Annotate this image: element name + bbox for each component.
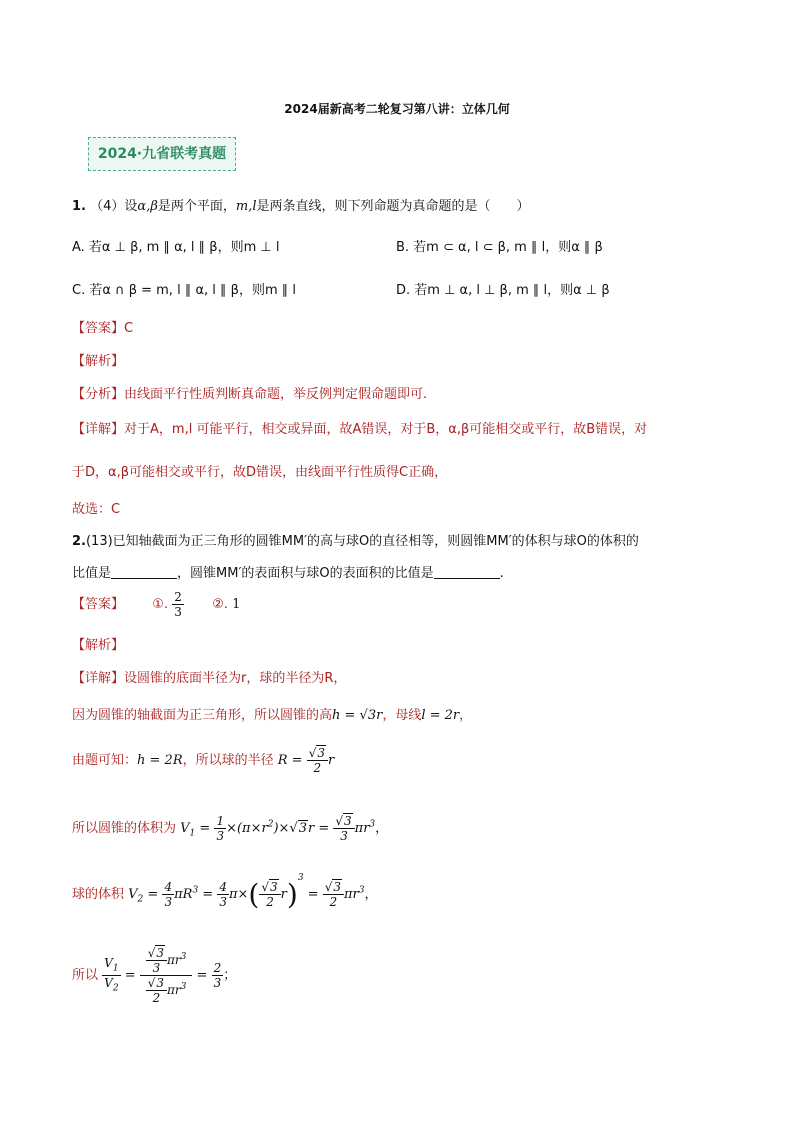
q2-detail-s5: 球的体积 $V_2$ = $\frac{4}{3}$ $\pi R^3$ = $\frac{4}{3}$ π×( $\frac{√3}{2}$ r)$^3$ = $\frac{√3}{2}$ $\pi r^3$， — [72, 873, 378, 911]
radius-formula: R = $\frac{√3}{2}$ r — [277, 746, 335, 775]
answer-blank-2[interactable] — [434, 566, 500, 579]
q2-stem-line1 — [72, 530, 639, 549]
detail-label: 【详解】 — [72, 671, 125, 686]
q2-detail-s1 — [72, 667, 346, 686]
detail-text: 所以 — [72, 968, 99, 983]
detail-text: 球的体积 — [72, 887, 125, 902]
q2-stem-text: . — [499, 566, 504, 581]
q2-detail-s3 — [72, 746, 334, 775]
q2-stem-text: 比值是 — [72, 566, 112, 581]
q2-analysis-label: 【解析】 — [72, 638, 125, 653]
frac-den: 3 — [174, 605, 182, 619]
q1-conclusion: 故选：C — [72, 502, 121, 517]
q2-detail-s6 — [72, 946, 236, 1005]
sphere-volume-formula: $V_2$ = $\frac{4}{3}$ $\pi R^3$ = $\frac{4}{3}$ π×( $\frac{√3}{2}$ r)$^3$ = $\frac{√3}{2}$ $\pi r^3$ — [128, 873, 365, 911]
q1-stem-part: 是两条直线，则下列命题为真命题的是（ ） — [256, 199, 530, 214]
page-title: 2024届新高考二轮复习第八讲：立体几何 — [284, 102, 510, 116]
detail-text: 对于A，m,l 可能平行，相交或异面，故A错误，对于B，α,β可能相交或平行，故B错误，对 — [124, 422, 648, 437]
q2-number: 2. — [72, 534, 86, 549]
q1-fenxi — [72, 383, 427, 402]
q2-stem-text: ，圆锥MM′的表面积与球O的表面积的比值是 — [177, 566, 434, 581]
q1-stem-math: α,β — [137, 199, 158, 214]
section-badge: 2024·九省联考真题 — [88, 137, 236, 171]
q2-stem-line2 — [72, 562, 504, 581]
q2-stem-text: 已知轴截面为正三角形的圆锥MM′的高与球O的直径相等，则圆锥MM′的体积与球O的体积的 — [112, 534, 639, 549]
detail-text: ，所以球的半径 — [182, 753, 274, 768]
ratio-formula: $\frac{V_1}{V_2}$ = $\frac{√3}{3}$ $\pi r^3$ $\frac{√3}{2}$ $\pi r^3$ = $\frac{2}{3}$ — [104, 946, 222, 1005]
q1-option-b: B. 若m ⊂ α, l ⊂ β, m ∥ l，则α ∥ β — [396, 240, 603, 255]
q2-score: (13) — [85, 534, 113, 549]
answer-fraction — [172, 590, 184, 619]
answer-value-2: 1 — [232, 597, 241, 612]
answer-mark-1: ①. — [152, 597, 169, 612]
q1-stem-part: 设 — [124, 199, 138, 214]
q1-option-c: C. 若α ∩ β = m, l ∥ α, l ∥ β，则m ∥ l — [72, 283, 296, 298]
fenxi-label: 【分析】 — [72, 387, 125, 402]
math-expr: h = √3r — [332, 708, 383, 723]
q1-answer — [72, 317, 133, 336]
answer-blank-1[interactable] — [111, 566, 177, 579]
q1-number: 1. — [72, 199, 86, 214]
semicolon: ； — [223, 968, 237, 983]
answer-label: 【答案】 — [72, 597, 125, 612]
detail-text: 所以圆锥的体积为 — [72, 821, 177, 836]
q1-analysis-label: 【解析】 — [72, 354, 125, 369]
q1-option-d: D. 若m ⊥ α, l ⊥ β, m ∥ l，则α ⊥ β — [396, 283, 610, 298]
q2-detail-s4: 所以圆锥的体积为 $V_1$ = $\frac{1}{3}$ $\times(\pi\times r^2)\times√3r$ = $\frac{√3}{3}$ $\pi r^3$， — [72, 814, 389, 843]
math-expr: l = 2r — [421, 708, 460, 723]
q1-option-a: A. 若α ⊥ β, m ∥ α, l ∥ β，则m ⊥ l — [72, 240, 280, 255]
detail-text: ，母线 — [382, 708, 422, 723]
frac-num: 2 — [174, 590, 182, 604]
detail-text: 因为圆锥的轴截面为正三角形，所以圆锥的高 — [72, 708, 333, 723]
detail-label: 【详解】 — [72, 422, 125, 437]
q1-stem-part: 是两个平面， — [157, 199, 236, 214]
cone-volume-formula: $V_1$ = $\frac{1}{3}$ $\times(\pi\times r^2)\times√3r$ = $\frac{√3}{3}$ $\pi r^3$ — [180, 814, 376, 843]
fenxi-text: 由线面平行性质判断真命题，举反例判定假命题即可. — [124, 387, 428, 402]
q1-detail-line1 — [72, 418, 647, 437]
detail-text: ， — [459, 708, 473, 723]
math-expr: h = 2R — [137, 753, 183, 768]
q1-score: （4） — [90, 199, 125, 214]
detail-text: 由题可知： — [72, 753, 138, 768]
q1-detail-line2: 于D，α,β可能相交或平行，故D错误，由线面平行性质得C正确， — [72, 465, 448, 480]
q2-detail-s2 — [72, 704, 472, 723]
q2-answer — [72, 590, 240, 619]
detail-text: 设圆锥的底面半径为r，球的半径为R， — [124, 671, 347, 686]
q1-stem — [72, 195, 530, 214]
answer-label: 【答案】 — [72, 321, 125, 336]
q1-stem-math: m,l — [235, 199, 257, 214]
answer-value: C — [124, 321, 134, 336]
answer-mark-2: ②. — [212, 597, 228, 612]
